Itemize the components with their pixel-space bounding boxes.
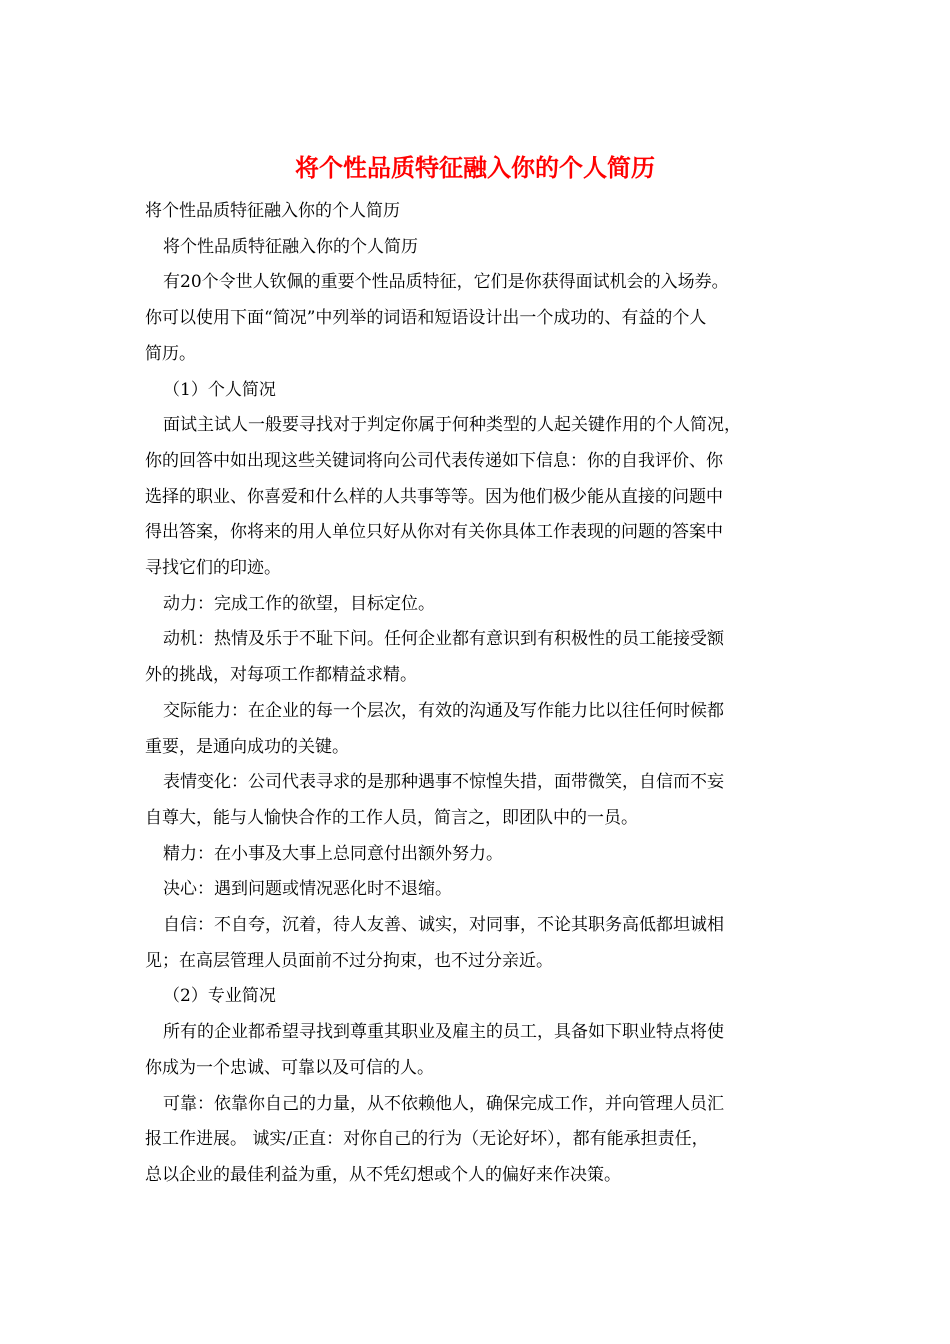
text-line: 你可以使用下面“简况”中列举的词语和短语设计出一个成功的、有益的个人 xyxy=(145,308,707,329)
text-line: 报工作进展。 诚实/正直：对你自己的行为（无论好坏），都有能承担责任， xyxy=(145,1129,709,1150)
text-line: 可靠：依靠你自己的力量，从不依赖他人，确保完成工作，并向管理人员汇 xyxy=(163,1093,724,1114)
text-line: 交际能力：在企业的每一个层次，有效的沟通及写作能力比以往任何时候都 xyxy=(163,700,724,721)
text-line: （1）个人简况 xyxy=(163,379,276,400)
text-line: 你成为一个忠诚、可靠以及可信的人。 xyxy=(145,1057,434,1078)
text-line: 得出答案，你将来的用人单位只好从你对有关你具体工作表现的问题的答案中 xyxy=(145,522,723,543)
text-line: 简历。 xyxy=(145,343,196,364)
text-line: 外的挑战，对每项工作都精益求精。 xyxy=(145,665,417,686)
text-line: 有20个令世人钦佩的重要个性品质特征，它们是你获得面试机会的入场券。 xyxy=(163,272,729,293)
text-line: 将个性品质特征融入你的个人简历 xyxy=(145,201,400,221)
text-line: 面试主试人一般要寻找对于判定你属于何种类型的人起关键作用的个人简况， xyxy=(163,415,741,436)
text-line: 选择的职业、你喜爱和什么样的人共事等等。因为他们极少能从直接的问题中 xyxy=(145,486,723,507)
text-line: 自信：不自夸，沉着，待人友善、诚实，对同事，不论其职务高低都坦诚相 xyxy=(163,915,724,936)
text-line: 寻找它们的印迹。 xyxy=(145,558,281,579)
text-line: 决心：遇到问题或情况恶化时不退缩。 xyxy=(163,879,452,900)
text-line: 动力：完成工作的欲望，目标定位。 xyxy=(163,593,435,614)
text-line: 总以企业的最佳利益为重，从不凭幻想或个人的偏好来作决策。 xyxy=(145,1164,621,1185)
text-line: 表情变化：公司代表寻求的是那种遇事不惊惶失措，面带微笑，自信而不妄 xyxy=(163,772,724,793)
text-line: 自尊大，能与人愉快合作的工作人员，简言之，即团队中的一员。 xyxy=(145,807,638,828)
text-line: 所有的企业都希望寻找到尊重其职业及雇主的员工，具备如下职业特点将使 xyxy=(163,1022,724,1043)
text-line: 重要，是通向成功的关键。 xyxy=(145,736,349,757)
document-title: 将个性品质特征融入你的个人简历 xyxy=(295,154,655,182)
document-body xyxy=(145,194,810,1194)
text-line: 精力：在小事及大事上总同意付出额外努力。 xyxy=(163,843,503,864)
text-line: （2）专业简况 xyxy=(163,986,276,1007)
text-line: 动机：热情及乐于不耻下问。任何企业都有意识到有积极性的员工能接受额 xyxy=(163,629,724,650)
text-line: 将个性品质特征融入你的个人简历 xyxy=(163,236,418,257)
text-line: 见；在高层管理人员面前不过分拘束，也不过分亲近。 xyxy=(145,950,553,971)
text-line: 你的回答中如出现这些关键词将向公司代表传递如下信息：你的自我评价、你 xyxy=(145,450,723,471)
